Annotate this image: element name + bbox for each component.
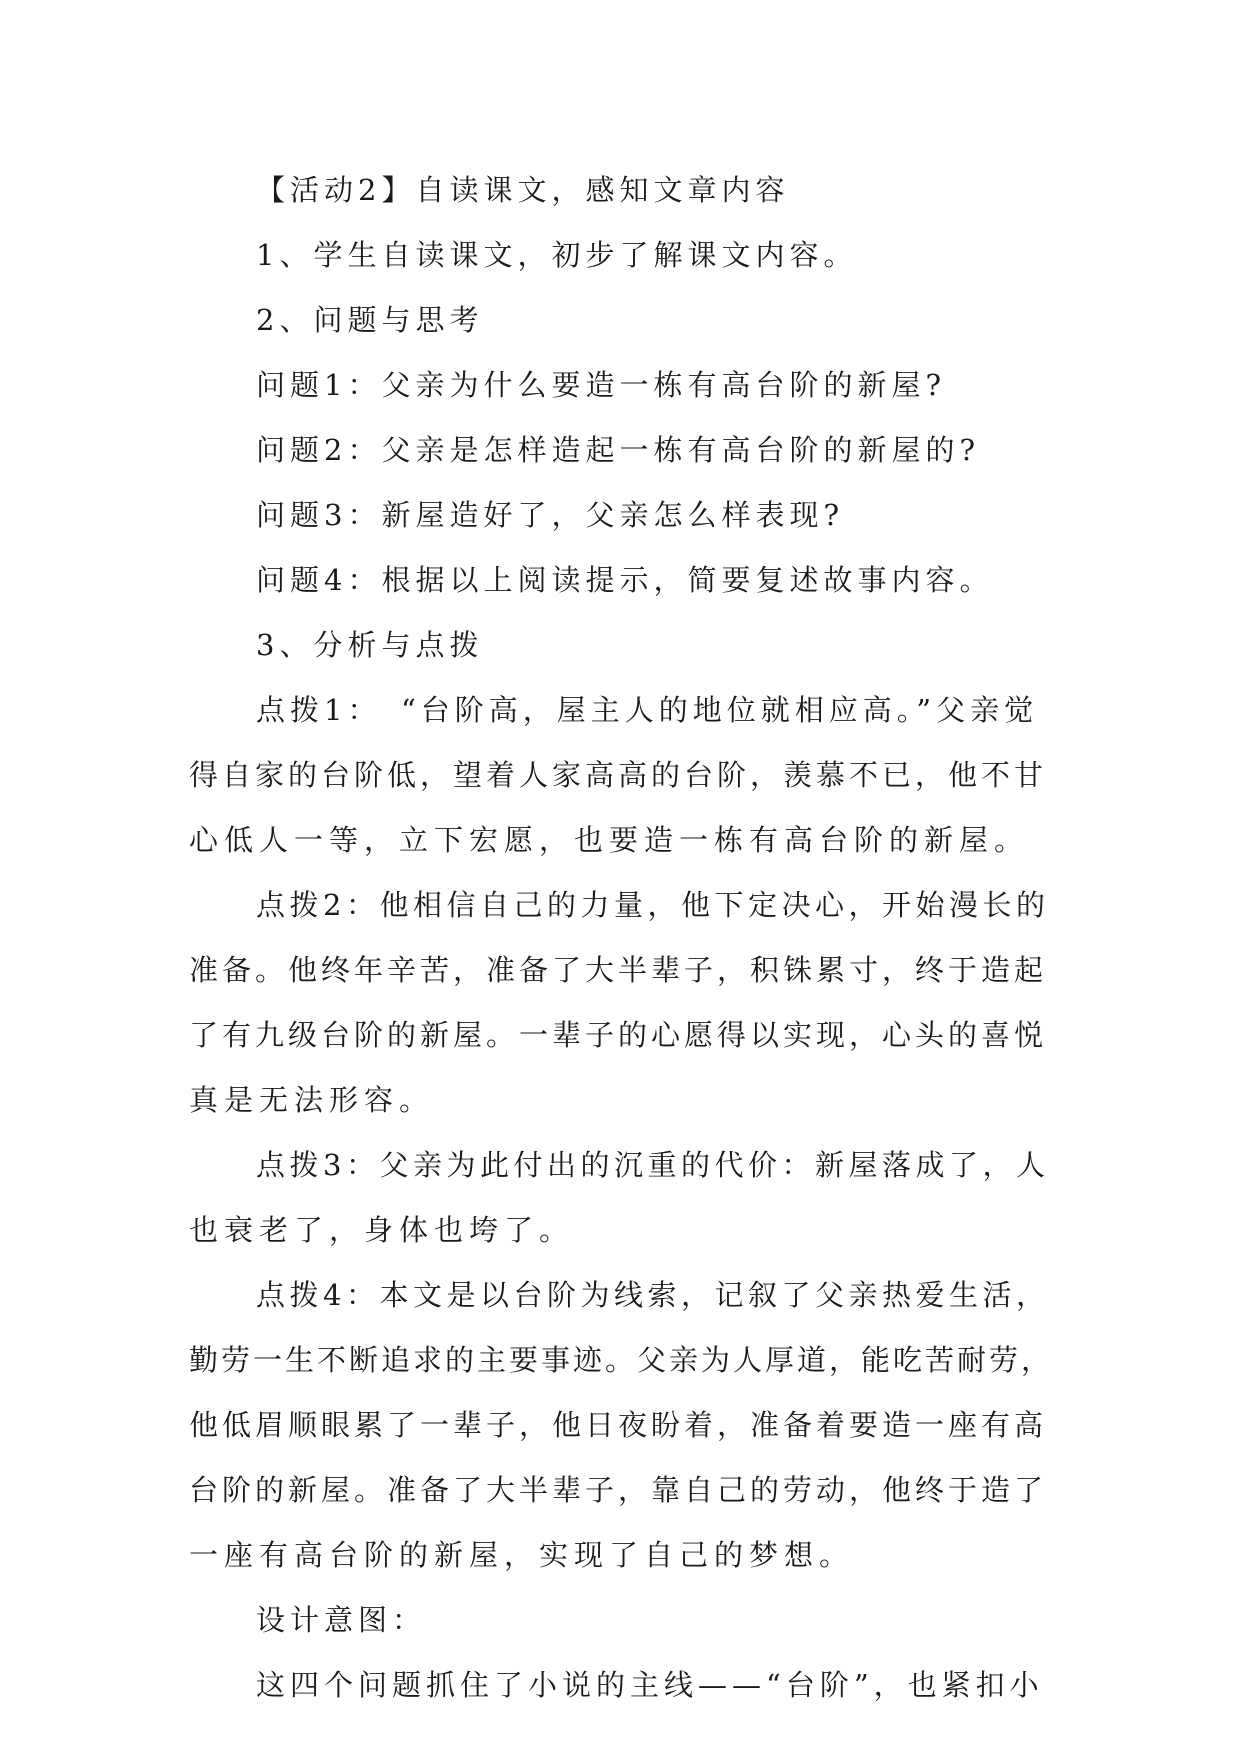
hint-2-line: 真是无法形容。 <box>189 1083 435 1117</box>
design-intent-heading: 设计意图： <box>256 1603 427 1637</box>
hint-3-line: 也衰老了，身体也垮了。 <box>189 1213 575 1247</box>
hint-1-line: 心低人一等，立下宏愿，也要造一栋有高台阶的新屋。 <box>189 823 1030 857</box>
hint-2-line: 了有九级台阶的新屋。一辈子的心愿得以实现，心头的喜悦 <box>189 1018 1048 1052</box>
question-3: 问题3：新屋造好了，父亲怎么样表现? <box>256 498 844 532</box>
question-4: 问题4：根据以上阅读提示，简要复述故事内容。 <box>256 563 994 597</box>
question-2: 问题2：父亲是怎样造起一栋有高台阶的新屋的? <box>256 433 980 467</box>
step-1-text: 1、学生自读课文，初步了解课文内容。 <box>256 238 858 272</box>
hint-4-line: 点拨4：本文是以台阶为线索，记叙了父亲热爱生活， <box>256 1278 1050 1312</box>
question-1: 问题1：父亲为什么要造一栋有高台阶的新屋? <box>256 368 946 402</box>
step-3-heading: 3、分析与点拨 <box>256 628 484 662</box>
hint-3-line: 点拨3：父亲为此付出的沉重的代价：新屋落成了，人 <box>256 1148 1050 1182</box>
hint-1-line: 得自家的台阶低，望着人家高高的台阶，羡慕不已，他不甘 <box>189 758 1048 792</box>
hint-4-line: 一座有高台阶的新屋，实现了自己的梦想。 <box>189 1538 855 1572</box>
hint-4-line: 他低眉顺眼累了一辈子，他日夜盼着，准备着要造一座有高 <box>189 1408 1048 1442</box>
hint-2-line: 点拨2：他相信自己的力量，他下定决心，开始漫长的 <box>256 888 1050 922</box>
hint-4-line: 台阶的新屋。准备了大半辈子，靠自己的劳动，他终于造了 <box>189 1473 1048 1507</box>
document-body <box>189 158 1054 1718</box>
activity-heading: 【活动2】自读课文，感知文章内容 <box>256 173 790 207</box>
hint-2-line: 准备。他终年辛苦，准备了大半辈子，积铢累寸，终于造起 <box>189 953 1048 987</box>
hint-4-line: 勤劳一生不断追求的主要事迹。父亲为人厚道，能吃苦耐劳， <box>189 1343 1054 1377</box>
design-intent-text: 这四个问题抓住了小说的主线——“台阶”，也紧扣小 <box>256 1668 1044 1702</box>
hint-1-line: 点拨1： “台阶高，屋主人的地位就相应高。”父亲觉 <box>256 693 1039 727</box>
step-2-heading: 2、问题与思考 <box>256 303 484 337</box>
